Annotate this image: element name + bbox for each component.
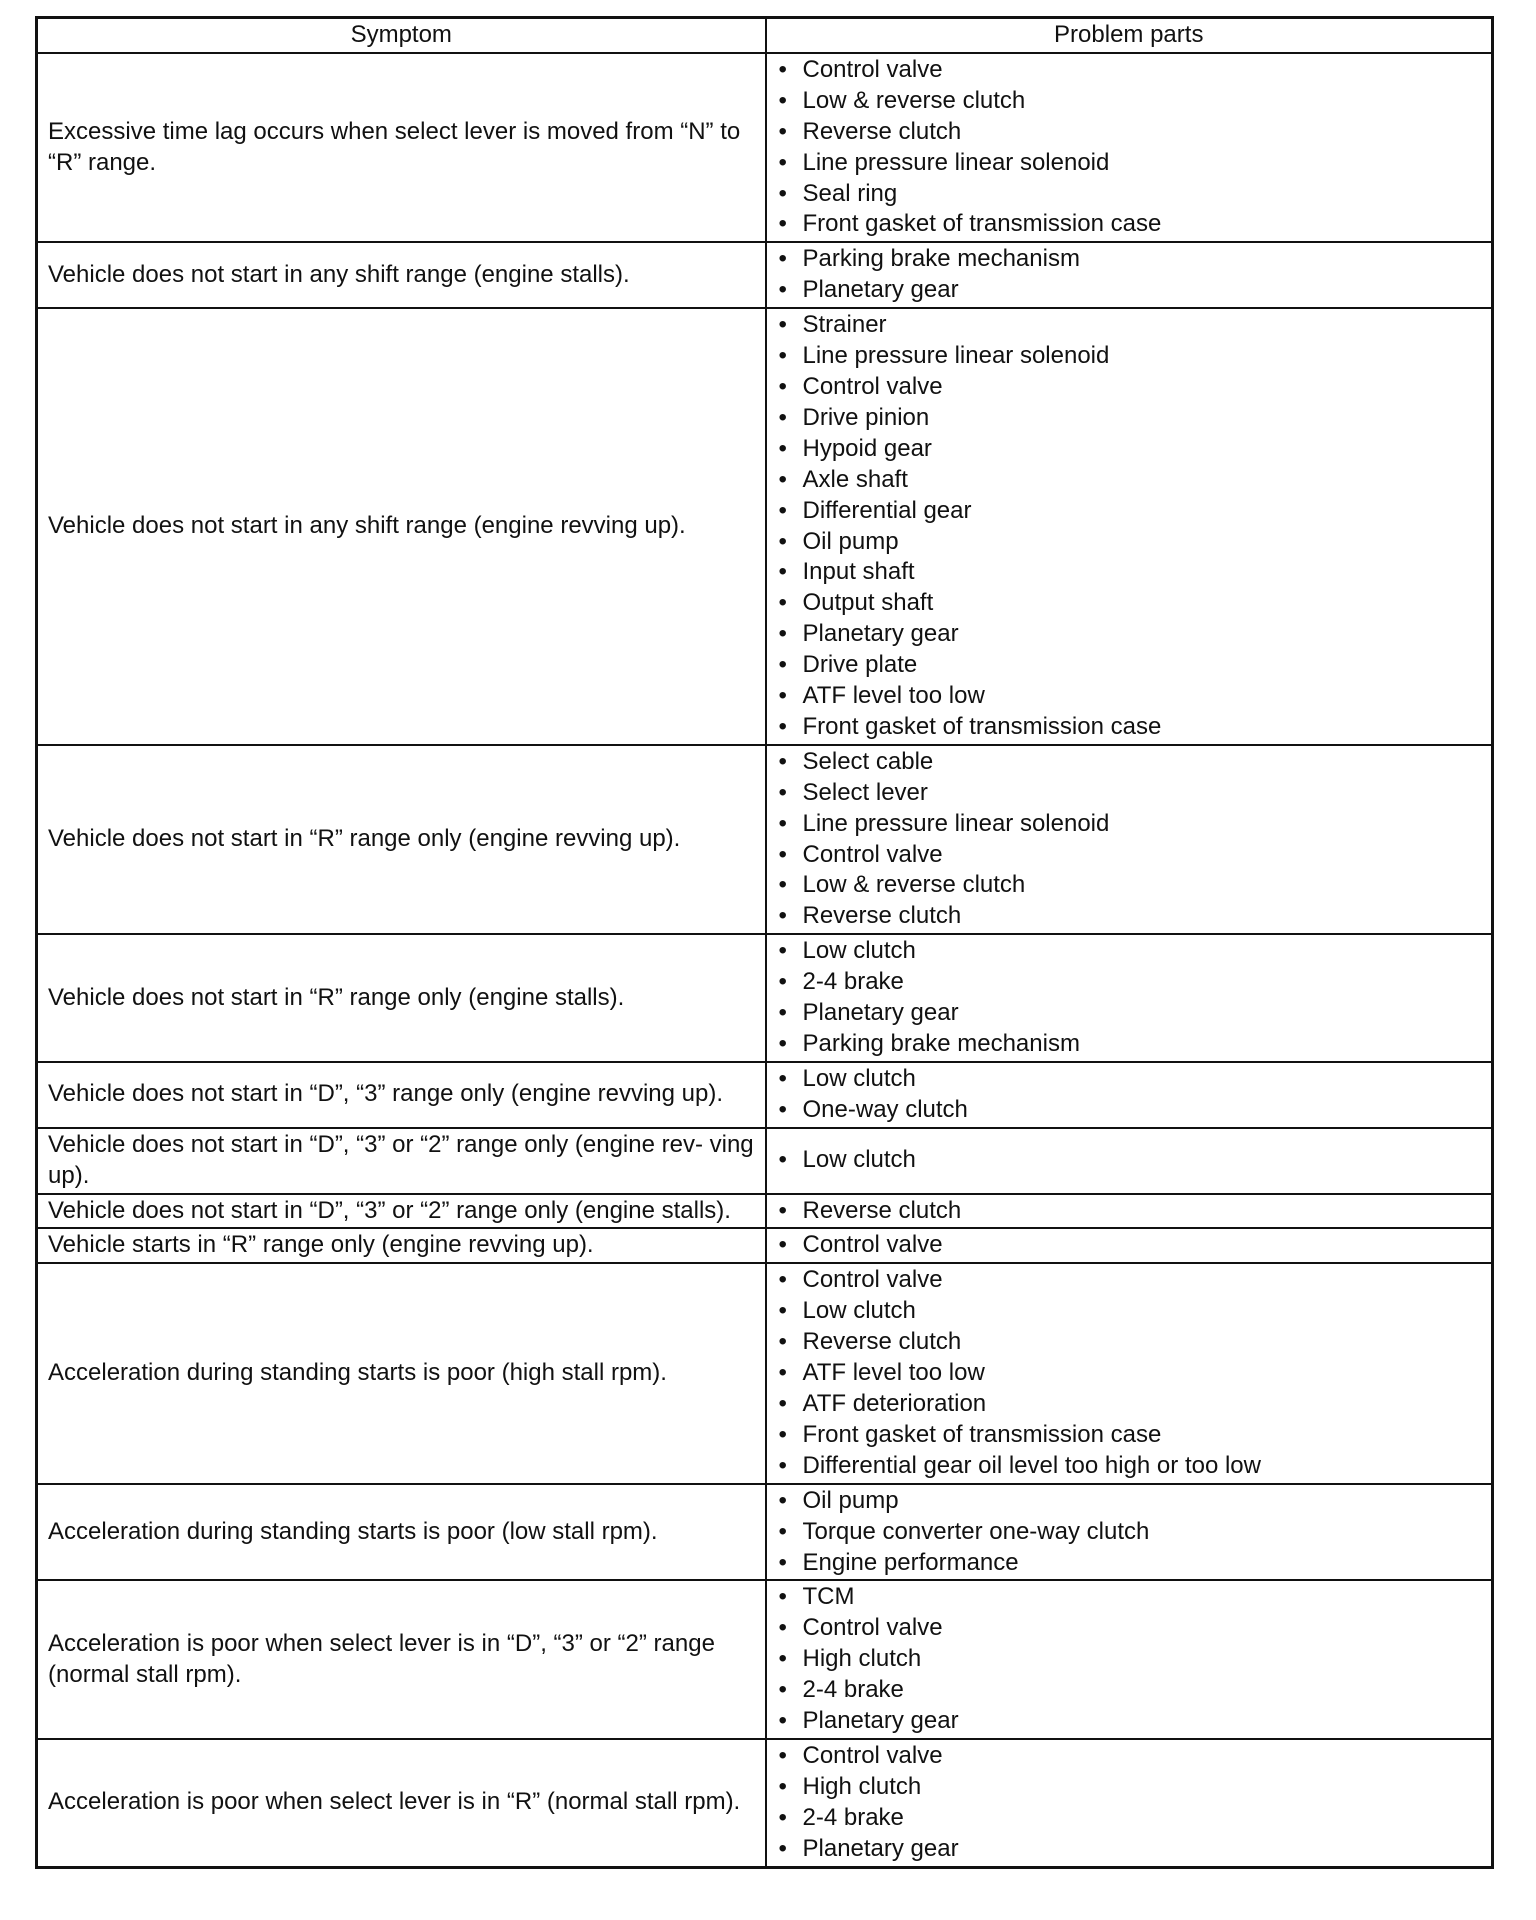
problem-parts-header: Problem parts — [766, 18, 1493, 53]
problem-part-item: • Seal ring — [777, 179, 1482, 210]
problem-part-item: • Drive plate — [777, 650, 1482, 681]
problem-part-item: • High clutch — [777, 1772, 1482, 1803]
symptom-cell: Acceleration during standing starts is poor (low stall rpm). — [37, 1484, 766, 1581]
problem-part-item: • Planetary gear — [777, 275, 1482, 306]
symptom-cell: Acceleration during standing starts is poor (high stall rpm). — [37, 1263, 766, 1483]
problem-parts-list — [777, 747, 1482, 932]
problem-part-item: • Select lever — [777, 778, 1482, 809]
table-row — [37, 53, 1493, 242]
problem-part-item: • Low clutch — [777, 936, 1482, 967]
problem-parts-list — [777, 310, 1482, 743]
problem-part-item: • Engine performance — [777, 1548, 1482, 1579]
table-row — [37, 745, 1493, 934]
problem-parts-cell — [766, 1128, 1493, 1194]
problem-parts-cell — [766, 745, 1493, 934]
problem-part-item: • High clutch — [777, 1644, 1482, 1675]
problem-part-item: • Line pressure linear solenoid — [777, 809, 1482, 840]
problem-parts-list — [777, 55, 1482, 240]
problem-part-item: • Control valve — [777, 1613, 1482, 1644]
problem-part-item: • 2-4 brake — [777, 1803, 1482, 1834]
problem-part-item: • Differential gear oil level too high or too low — [777, 1451, 1482, 1482]
problem-part-item: • Oil pump — [777, 1486, 1482, 1517]
problem-parts-list — [777, 1196, 1482, 1227]
problem-part-item: • 2-4 brake — [777, 967, 1482, 998]
problem-part-item: • Oil pump — [777, 527, 1482, 558]
symptom-cell: Vehicle does not start in “D”, “3” range only (engine revving up). — [37, 1062, 766, 1128]
problem-part-item: • Control valve — [777, 1265, 1482, 1296]
problem-part-item: • Drive pinion — [777, 403, 1482, 434]
problem-part-item: • Line pressure linear solenoid — [777, 341, 1482, 372]
problem-part-item: • Parking brake mechanism — [777, 1029, 1482, 1060]
problem-part-item: • Torque converter one-way clutch — [777, 1517, 1482, 1548]
problem-part-item: • Select cable — [777, 747, 1482, 778]
problem-part-item: • Reverse clutch — [777, 117, 1482, 148]
problem-part-item: • Axle shaft — [777, 465, 1482, 496]
table-row — [37, 934, 1493, 1062]
problem-part-item: • ATF level too low — [777, 681, 1482, 712]
problem-parts-cell — [766, 1194, 1493, 1229]
problem-parts-list — [777, 1486, 1482, 1579]
problem-part-item: • Control valve — [777, 1230, 1482, 1261]
problem-part-item: • Reverse clutch — [777, 1327, 1482, 1358]
problem-part-item: • Front gasket of transmission case — [777, 209, 1482, 240]
problem-part-item: • ATF deterioration — [777, 1389, 1482, 1420]
problem-parts-cell — [766, 242, 1493, 308]
problem-parts-list — [777, 1145, 1482, 1176]
problem-part-item: • Planetary gear — [777, 1706, 1482, 1737]
problem-part-item: • Line pressure linear solenoid — [777, 148, 1482, 179]
problem-parts-list — [777, 1741, 1482, 1865]
table-row — [37, 1128, 1493, 1194]
table-row — [37, 1484, 1493, 1581]
problem-part-item: • One-way clutch — [777, 1095, 1482, 1126]
problem-part-item: • Low clutch — [777, 1064, 1482, 1095]
problem-part-item: • Control valve — [777, 55, 1482, 86]
problem-part-item: • Hypoid gear — [777, 434, 1482, 465]
problem-part-item: • Output shaft — [777, 588, 1482, 619]
problem-part-item: • Low clutch — [777, 1145, 1482, 1176]
problem-part-item: • ATF level too low — [777, 1358, 1482, 1389]
symptom-cell: Vehicle does not start in “D”, “3” or “2” range only (engine rev- ving up). — [37, 1128, 766, 1194]
symptom-header: Symptom — [37, 18, 766, 53]
problem-part-item: • TCM — [777, 1582, 1482, 1613]
problem-part-item: • Control valve — [777, 840, 1482, 871]
problem-parts-cell — [766, 934, 1493, 1062]
symptom-cell: Vehicle does not start in “D”, “3” or “2” range only (engine stalls). — [37, 1194, 766, 1229]
troubleshooting-table — [35, 16, 1494, 1869]
problem-part-item: • Planetary gear — [777, 998, 1482, 1029]
problem-parts-list — [777, 1582, 1482, 1737]
problem-parts-cell — [766, 1062, 1493, 1128]
problem-parts-list — [777, 1230, 1482, 1261]
problem-parts-cell — [766, 53, 1493, 242]
problem-part-item: • Front gasket of transmission case — [777, 1420, 1482, 1451]
table-row — [37, 1580, 1493, 1739]
symptom-cell: Vehicle starts in “R” range only (engine revving up). — [37, 1228, 766, 1263]
problem-parts-cell — [766, 1580, 1493, 1739]
problem-parts-cell — [766, 1484, 1493, 1581]
problem-parts-cell — [766, 1228, 1493, 1263]
problem-part-item: • Control valve — [777, 372, 1482, 403]
problem-parts-list — [777, 936, 1482, 1060]
problem-parts-list — [777, 1064, 1482, 1126]
table-row — [37, 1228, 1493, 1263]
problem-part-item: • Input shaft — [777, 557, 1482, 588]
symptom-cell: Excessive time lag occurs when select lever is moved from “N” to “R” range. — [37, 53, 766, 242]
symptom-cell: Acceleration is poor when select lever is in “R” (normal stall rpm). — [37, 1739, 766, 1867]
problem-part-item: • Planetary gear — [777, 1834, 1482, 1865]
problem-part-item: • Reverse clutch — [777, 1196, 1482, 1227]
table-row — [37, 1062, 1493, 1128]
symptom-cell: Vehicle does not start in any shift range (engine revving up). — [37, 308, 766, 745]
problem-part-item: • Planetary gear — [777, 619, 1482, 650]
table-row — [37, 1263, 1493, 1483]
problem-part-item: • Differential gear — [777, 496, 1482, 527]
symptom-cell: Vehicle does not start in “R” range only (engine stalls). — [37, 934, 766, 1062]
problem-part-item: • Reverse clutch — [777, 901, 1482, 932]
problem-part-item: • Parking brake mechanism — [777, 244, 1482, 275]
problem-parts-cell — [766, 1739, 1493, 1867]
problem-part-item: • Front gasket of transmission case — [777, 712, 1482, 743]
symptom-cell: Vehicle does not start in any shift range (engine stalls). — [37, 242, 766, 308]
problem-part-item: • Strainer — [777, 310, 1482, 341]
problem-part-item: • Low clutch — [777, 1296, 1482, 1327]
problem-parts-list — [777, 244, 1482, 306]
problem-part-item: • Control valve — [777, 1741, 1482, 1772]
table-row — [37, 1739, 1493, 1867]
problem-part-item: • Low & reverse clutch — [777, 870, 1482, 901]
problem-parts-cell — [766, 1263, 1493, 1483]
table-row — [37, 242, 1493, 308]
table-row — [37, 1194, 1493, 1229]
symptom-cell: Acceleration is poor when select lever is in “D”, “3” or “2” range (normal stall rpm). — [37, 1580, 766, 1739]
problem-part-item: • Low & reverse clutch — [777, 86, 1482, 117]
problem-part-item: • 2-4 brake — [777, 1675, 1482, 1706]
symptom-cell: Vehicle does not start in “R” range only (engine revving up). — [37, 745, 766, 934]
table-row — [37, 308, 1493, 745]
header-row — [37, 18, 1493, 53]
problem-parts-cell — [766, 308, 1493, 745]
problem-parts-list — [777, 1265, 1482, 1481]
